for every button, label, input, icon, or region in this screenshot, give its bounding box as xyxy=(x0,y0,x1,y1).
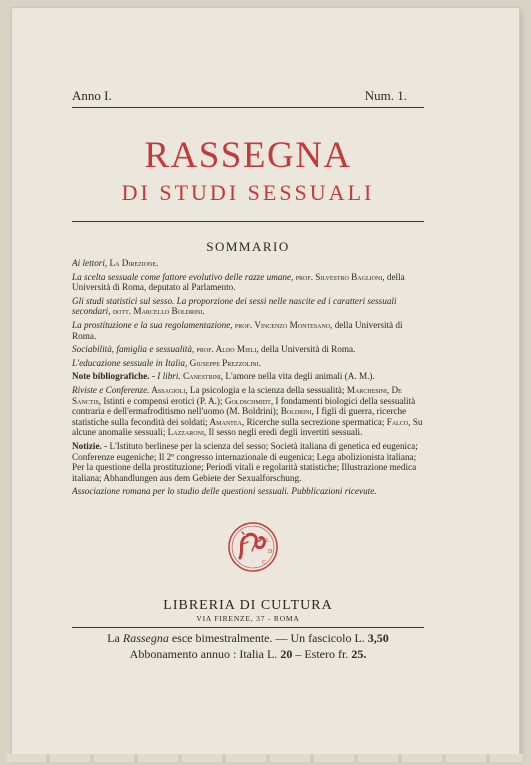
info-text: – Estero fr. xyxy=(292,647,352,661)
publisher-seal-icon xyxy=(226,520,280,574)
toc-text: Associazione romana per lo studio delle questioni sessuali. Pubblicazioni ricevute. xyxy=(72,486,377,497)
toc-title: Gli studi statistici sul sesso. La proporzione dei sessi nelle nascite ed i caratteri sessuali secondari, xyxy=(72,295,397,317)
anno-label: Anno I. xyxy=(72,88,112,103)
info-text: Abbonamento annuo : Italia L. xyxy=(129,647,281,661)
toc-author: Boldrini, xyxy=(278,406,314,417)
toc-author: La Direzione. xyxy=(107,258,159,268)
table-of-contents xyxy=(72,258,424,500)
subscription-price-line xyxy=(72,646,424,662)
foreign-price: 25. xyxy=(351,647,367,661)
bottom-rule xyxy=(72,627,424,628)
toc-text: Su alcune anomalie sessuali; xyxy=(72,416,423,438)
toc-text: Ricerche sulla secrezione spermatica; xyxy=(244,416,385,427)
toc-affiliation: della Università di Roma, deputato al Parlamento. xyxy=(72,271,405,293)
toc-author: prof. Silvestro Baglioni, xyxy=(293,271,385,282)
toc-author: Assagioli, xyxy=(149,384,188,395)
toc-author: Lazzaroni, xyxy=(165,427,207,438)
title-rule xyxy=(72,221,424,222)
toc-title: Ai lettori, xyxy=(72,258,108,268)
toc-text: L'amore nella vita degli animali (A. M.). xyxy=(223,371,375,382)
toc-title: La prostituzione e la sua regolamentazione, xyxy=(72,319,233,330)
toc-section: Riviste e Conferenze. xyxy=(72,384,150,395)
toc-text: I fondamenti biologici della sessualità contraria e dell'ermafroditismo nell'uomo (M. Boldrini); xyxy=(72,395,416,417)
toc-affiliation: della Università di Roma. xyxy=(258,344,356,355)
info-journal-name: Rassegna xyxy=(122,631,169,645)
toc-entry xyxy=(72,486,424,497)
toc-author: Marchesini, De Sanctis, xyxy=(72,384,402,406)
toc-section: Notizie. - xyxy=(72,440,108,451)
toc-author: Falco, xyxy=(384,416,411,427)
info-text: La xyxy=(107,631,123,645)
info-text: esce bimestralmente. — Un fascicolo L. xyxy=(168,631,368,645)
toc-text: I figli di guerra, ricerche statistiche sulla fecondità dei soldati; xyxy=(72,406,407,427)
toc-author: Canestrini, xyxy=(180,371,224,382)
toc-entry xyxy=(72,272,424,293)
toc-entry xyxy=(72,344,424,355)
toc-author: dott. Marcello Boldrini. xyxy=(110,306,205,317)
toc-entry xyxy=(72,385,424,438)
toc-entry xyxy=(72,258,424,269)
toc-section: Note bibliografiche. - xyxy=(72,371,155,382)
toc-affiliation: della Università di Roma. xyxy=(72,319,403,341)
num-label: Num. 1. xyxy=(364,88,407,103)
toc-text: Il sesso negli eredi degli invertiti sessuali. xyxy=(206,427,363,438)
subscription-info xyxy=(72,630,424,662)
sommario-heading: SOMMARIO xyxy=(206,239,290,254)
toc-entry xyxy=(72,441,424,483)
toc-author: prof. Vincenzo Montesano, xyxy=(232,319,333,330)
toc-text: Istinti e compensi erotici (P. A.); xyxy=(101,395,223,406)
toc-title: L'educazione sessuale in Italia, xyxy=(72,357,188,368)
toc-subsection: I libri. xyxy=(154,371,181,382)
italy-price: 20 xyxy=(280,647,293,661)
toc-entry xyxy=(72,320,424,341)
journal-subtitle: DI STUDI SESSUALI xyxy=(121,180,375,205)
toc-entry xyxy=(72,296,424,317)
toc-entry xyxy=(72,371,424,382)
svg-text:D: D xyxy=(268,549,273,555)
issue-price: 3,50 xyxy=(367,631,389,645)
svg-text:C: C xyxy=(262,560,267,566)
toc-author: prof. Aldo Mieli, xyxy=(194,344,259,355)
toc-title: La scelta sessuale come fattore evolutivo delle razze umane, xyxy=(72,271,294,282)
toc-author: Amantea, xyxy=(207,416,245,427)
publisher-address: VIA FIRENZE, 37 - ROMA xyxy=(196,614,300,623)
journal-title: RASSEGNA xyxy=(144,135,352,176)
toc-author: Goldschmidt, xyxy=(222,395,274,406)
journal-cover xyxy=(12,8,519,756)
toc-entry xyxy=(72,358,424,369)
issue-price-line xyxy=(72,630,424,646)
toc-title: Sociabilità, famiglia e sessualità, xyxy=(72,344,195,355)
issue-header xyxy=(72,88,407,104)
toc-text: L'Istituto berlinese per la scienza del sesso; Società italiana di genetica ed eugenica; Conferenze eugeniche; Il 2º congresso internazionale di eugenica; Lega abolizionista italiana; Per la questione della prostituzione; Periodi vitali e regolarità statistiche; Illustrazione medica italiana; Abhandlungen aus dem Gebiete der Sexualforschung. xyxy=(72,440,418,483)
toc-author: Giuseppe Prezzolini. xyxy=(187,357,261,368)
toc-text: La psicologia e la scienza della sessualità; xyxy=(187,384,345,395)
publisher-name: LIBRERIA DI CULTURA xyxy=(163,598,333,613)
top-rule xyxy=(72,107,424,108)
svg-text:L: L xyxy=(266,538,270,544)
